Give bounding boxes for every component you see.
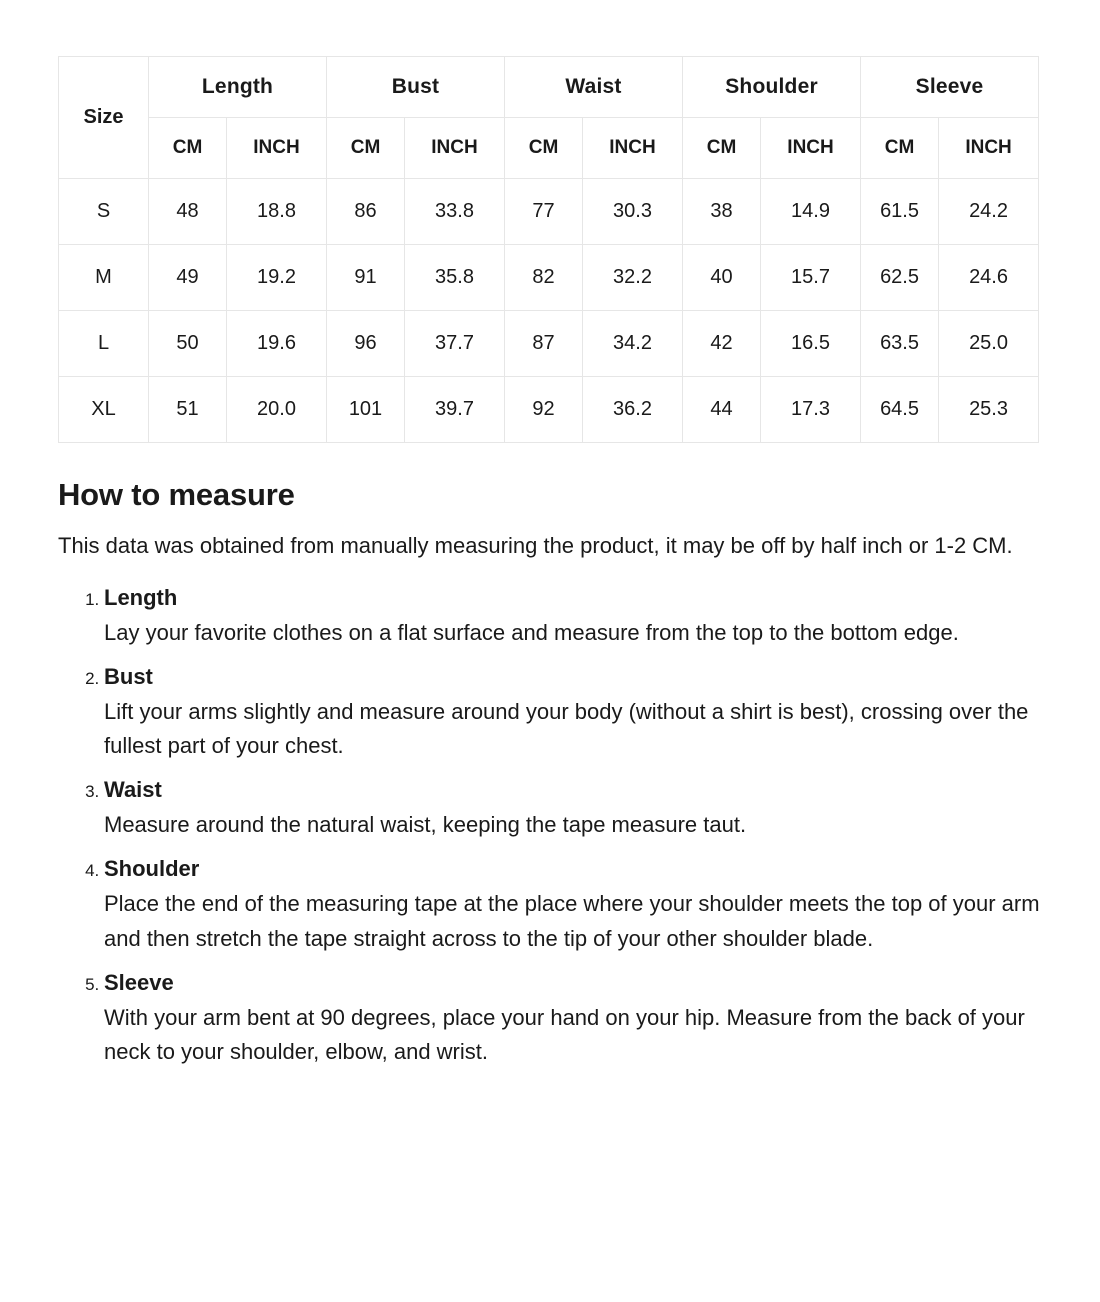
table-header-row-units bbox=[59, 118, 1039, 179]
cell-bust-cm: 91 bbox=[327, 245, 405, 311]
measure-item-title: 4. Shoulder bbox=[104, 856, 200, 882]
table-row bbox=[59, 311, 1039, 377]
list-item bbox=[104, 852, 1040, 955]
table-row bbox=[59, 377, 1039, 443]
measure-item-title: 2. Bust bbox=[104, 664, 153, 690]
cell-sleeve-cm: 62.5 bbox=[861, 245, 939, 311]
cell-waist-cm: 92 bbox=[505, 377, 583, 443]
size-chart-head bbox=[59, 57, 1039, 179]
cell-length-inch: 19.2 bbox=[227, 245, 327, 311]
size-chart-table bbox=[58, 56, 1039, 443]
measure-item-body: Lay your favorite clothes on a flat surface and measure from the top to the bottom edge. bbox=[104, 620, 959, 646]
unit-header-length-cm: CM bbox=[149, 118, 227, 179]
column-group-bust: Bust bbox=[327, 57, 505, 118]
measure-instructions-list bbox=[58, 581, 1040, 1069]
cell-bust-inch: 33.8 bbox=[405, 179, 505, 245]
unit-header-length-inch: INCH bbox=[227, 118, 327, 179]
cell-length-cm: 48 bbox=[149, 179, 227, 245]
cell-bust-cm: 101 bbox=[327, 377, 405, 443]
list-item bbox=[104, 581, 1040, 650]
column-group-length: Length bbox=[149, 57, 327, 118]
cell-waist-cm: 77 bbox=[505, 179, 583, 245]
cell-shoulder-cm: 38 bbox=[683, 179, 761, 245]
cell-bust-cm: 86 bbox=[327, 179, 405, 245]
cell-sleeve-inch: 25.3 bbox=[939, 377, 1039, 443]
measure-intro-text: This data was obtained from manually measuring the product, it may be off by half inch or 1-2 CM. bbox=[58, 533, 1013, 558]
cell-sleeve-cm: 64.5 bbox=[861, 377, 939, 443]
column-group-sleeve: Sleeve bbox=[861, 57, 1039, 118]
cell-size: S bbox=[59, 179, 149, 245]
cell-shoulder-cm: 40 bbox=[683, 245, 761, 311]
measure-item-body: Place the end of the measuring tape at the place where your shoulder meets the top of your arm and then stretch the tape straight across to the tip of your other shoulder blade. bbox=[104, 891, 1040, 951]
cell-shoulder-cm: 42 bbox=[683, 311, 761, 377]
cell-length-inch: 18.8 bbox=[227, 179, 327, 245]
cell-length-inch: 19.6 bbox=[227, 311, 327, 377]
cell-bust-inch: 37.7 bbox=[405, 311, 505, 377]
cell-bust-cm: 96 bbox=[327, 311, 405, 377]
table-header-row-groups bbox=[59, 57, 1039, 118]
measure-item-title: 1. Length bbox=[104, 585, 178, 611]
cell-bust-inch: 39.7 bbox=[405, 377, 505, 443]
list-item bbox=[104, 660, 1040, 763]
cell-size: XL bbox=[59, 377, 149, 443]
cell-waist-inch: 32.2 bbox=[583, 245, 683, 311]
cell-sleeve-cm: 63.5 bbox=[861, 311, 939, 377]
measure-item-body: Lift your arms slightly and measure around your body (without a shirt is best), crossing over the fullest part of your chest. bbox=[104, 699, 1029, 759]
measure-item-body: With your arm bent at 90 degrees, place your hand on your hip. Measure from the back of your neck to your shoulder, elbow, and wrist. bbox=[104, 1004, 1025, 1064]
unit-header-sleeve-cm: CM bbox=[861, 118, 939, 179]
column-header-size: Size bbox=[59, 57, 149, 179]
unit-header-waist-cm: CM bbox=[505, 118, 583, 179]
cell-sleeve-inch: 25.0 bbox=[939, 311, 1039, 377]
column-group-shoulder: Shoulder bbox=[683, 57, 861, 118]
cell-length-cm: 50 bbox=[149, 311, 227, 377]
cell-waist-inch: 36.2 bbox=[583, 377, 683, 443]
unit-header-bust-inch: INCH bbox=[405, 118, 505, 179]
cell-size: L bbox=[59, 311, 149, 377]
table-row bbox=[59, 179, 1039, 245]
cell-shoulder-inch: 14.9 bbox=[761, 179, 861, 245]
cell-length-inch: 20.0 bbox=[227, 377, 327, 443]
cell-waist-inch: 30.3 bbox=[583, 179, 683, 245]
cell-waist-inch: 34.2 bbox=[583, 311, 683, 377]
measure-item-title: 3. Waist bbox=[104, 777, 162, 803]
table-row bbox=[59, 245, 1039, 311]
unit-header-shoulder-inch: INCH bbox=[761, 118, 861, 179]
cell-shoulder-inch: 15.7 bbox=[761, 245, 861, 311]
cell-shoulder-inch: 16.5 bbox=[761, 311, 861, 377]
cell-length-cm: 49 bbox=[149, 245, 227, 311]
cell-size: M bbox=[59, 245, 149, 311]
cell-sleeve-inch: 24.6 bbox=[939, 245, 1039, 311]
cell-shoulder-cm: 44 bbox=[683, 377, 761, 443]
unit-header-waist-inch: INCH bbox=[583, 118, 683, 179]
unit-header-bust-cm: CM bbox=[327, 118, 405, 179]
unit-header-shoulder-cm: CM bbox=[683, 118, 761, 179]
list-item bbox=[104, 966, 1040, 1069]
cell-shoulder-inch: 17.3 bbox=[761, 377, 861, 443]
measure-item-title: 5. Sleeve bbox=[104, 969, 174, 995]
cell-length-cm: 51 bbox=[149, 377, 227, 443]
cell-waist-cm: 87 bbox=[505, 311, 583, 377]
size-chart-body bbox=[59, 179, 1039, 443]
cell-sleeve-inch: 24.2 bbox=[939, 179, 1039, 245]
cell-bust-inch: 35.8 bbox=[405, 245, 505, 311]
page-title: How to measure bbox=[58, 477, 295, 512]
cell-sleeve-cm: 61.5 bbox=[861, 179, 939, 245]
list-item bbox=[104, 773, 1040, 842]
cell-waist-cm: 82 bbox=[505, 245, 583, 311]
measure-item-body: Measure around the natural waist, keeping the tape measure taut. bbox=[104, 812, 747, 838]
unit-header-sleeve-inch: INCH bbox=[939, 118, 1039, 179]
column-group-waist: Waist bbox=[505, 57, 683, 118]
